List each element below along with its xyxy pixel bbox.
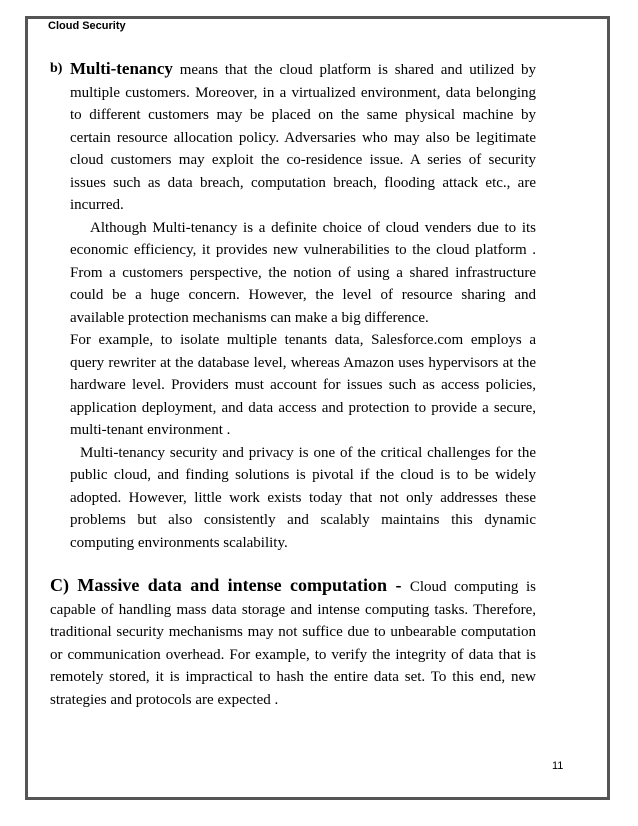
paragraph-2: Although Multi-tenancy is a definite choice of cloud venders due to its economic efficiency, it provides new vulnerabilities to the cloud platform . From a customers perspective, the notion of using a shared infrastructure could be a huge concern. However, the level of resource sharing and available protection mechanisms can make a big difference. bbox=[70, 219, 536, 326]
section-c bbox=[50, 574, 536, 711]
running-header: Cloud Security bbox=[48, 20, 126, 32]
body-content bbox=[50, 58, 536, 711]
section-c-text: Cloud computing is capable of handling mass data storage and intense computing tasks. Therefore, traditional security mechanisms may not suffice due to unbearable computation or communication overhead. For example, to verify the integrity of data that is remotely stored, it is impractical to hash the entire data set. To this end, new strategies and protocols are expected . bbox=[50, 579, 536, 708]
section-c-paragraph bbox=[50, 574, 536, 711]
paragraph-1-text: means that the cloud platform is shared and utilized by multiple customers. Moreover, in a virtualized environment, data belonging to different customers may be placed on the same physical machine by certain resource allocation policy. Adversaries who may also be legitimate cloud customers may exploit the co-residence issue. A series of security issues such as data breach, computation breach, flooding attack etc., are incurred. bbox=[70, 62, 536, 213]
page-number: 11 bbox=[552, 760, 564, 772]
paragraph-1 bbox=[70, 58, 536, 217]
section-b-marker: b) bbox=[50, 61, 63, 76]
section-c-heading: C) Massive data and intense computation - bbox=[50, 575, 410, 595]
paragraph-4: Multi-tenancy security and privacy is one of the critical challenges for the public cloud, and finding solutions is pivotal if the cloud is to be widely adopted. However, little work exists today that not only addresses these problems but also consistently and scalably maintains this dynamic computing environments scalability. bbox=[70, 444, 536, 551]
term-multi-tenancy: Multi-tenancy bbox=[70, 59, 173, 78]
section-b-body bbox=[70, 58, 536, 554]
paragraph-3: For example, to isolate multiple tenants data, Salesforce.com employs a query rewriter at the database level, whereas Amazon uses hypervisors at the hardware level. Providers must account for issues such as access policies, application deployment, and data access and protection to provide a secure, multi-tenant environment . bbox=[70, 332, 536, 438]
section-b bbox=[50, 58, 536, 554]
